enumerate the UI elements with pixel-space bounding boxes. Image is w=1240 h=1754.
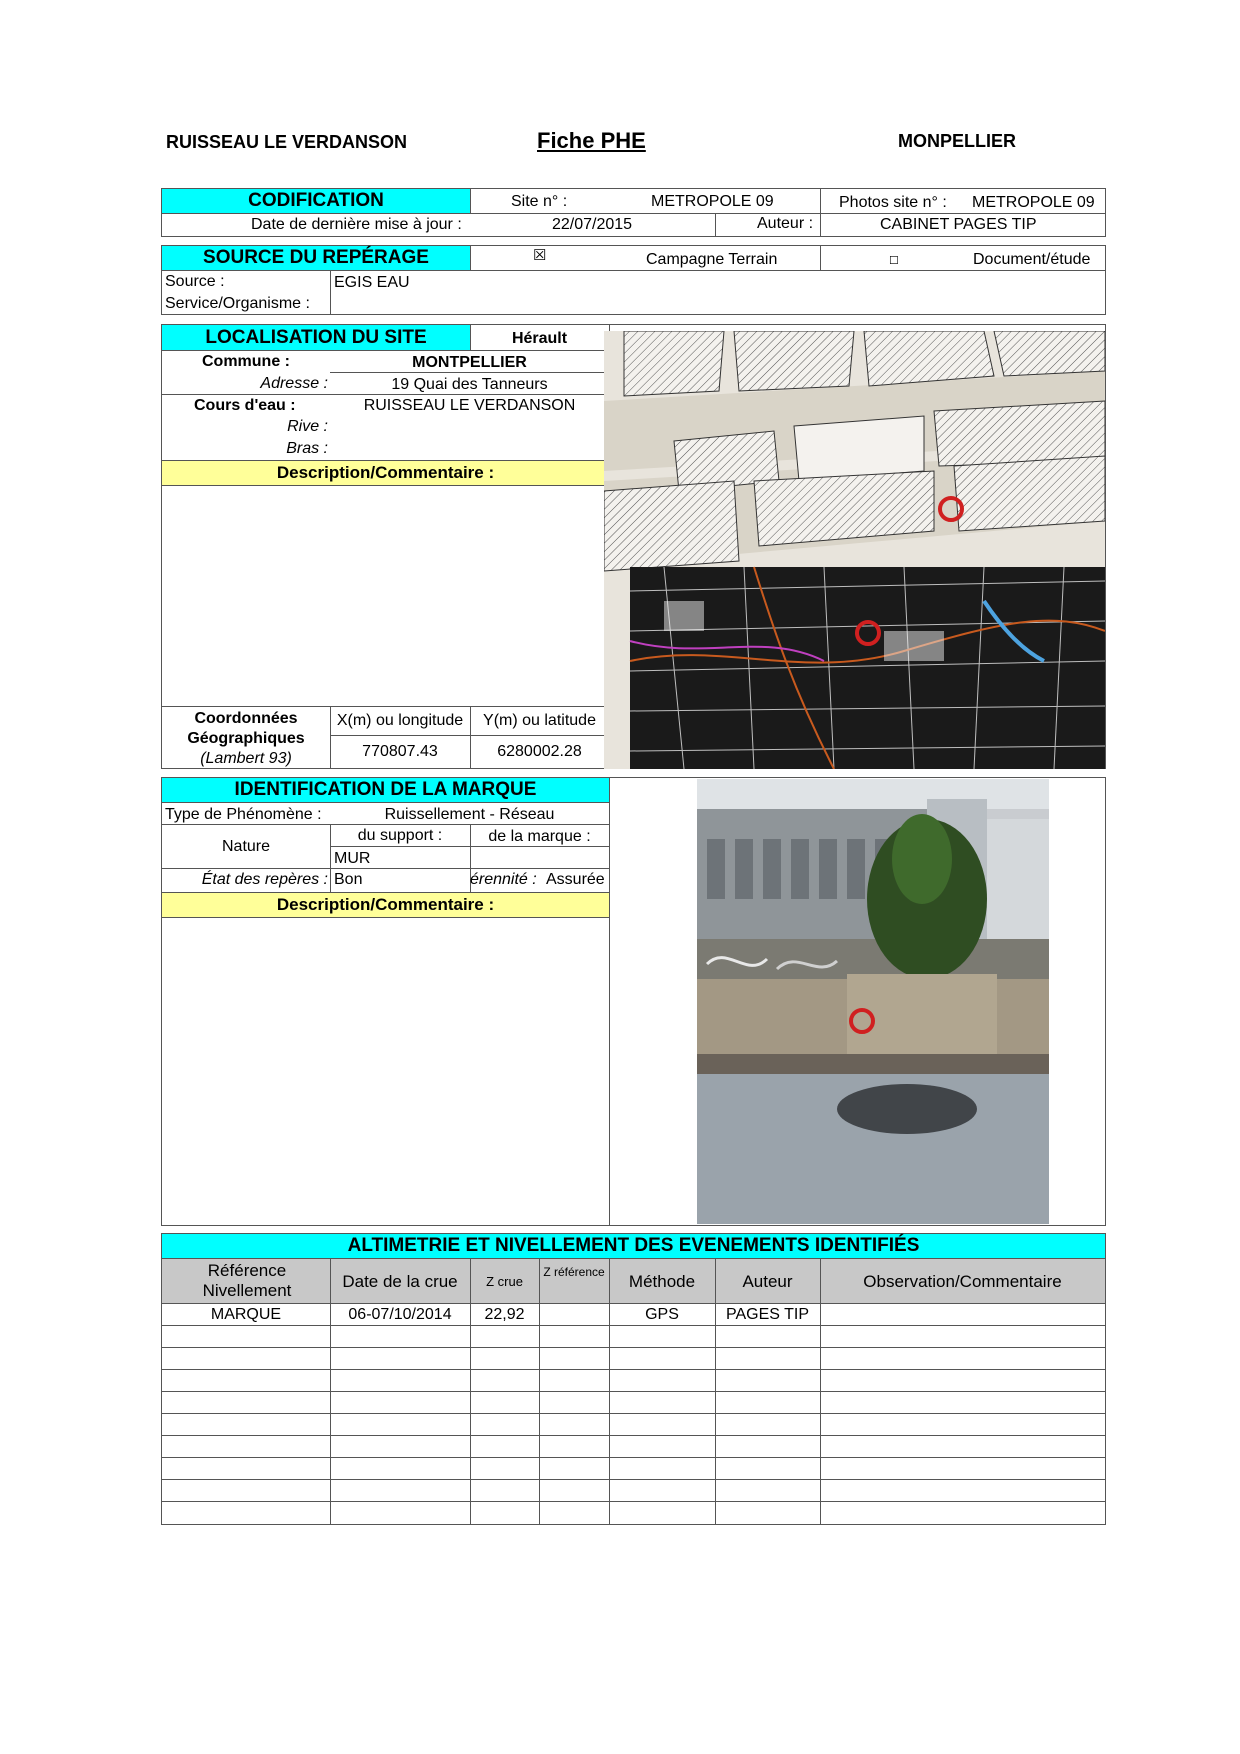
altimetrie-title: ALTIMETRIE ET NIVELLEMENT DES EVENEMENTS IDENTIFIÉS [347,1235,920,1256]
location-marker-bottom [855,620,881,646]
cell-methode: GPS [645,1306,679,1323]
source-label: Source : [165,273,225,290]
support-label: du support : [357,827,443,844]
auteur-label: Auteur : [757,215,814,232]
type-label: Type de Phénomène : [165,806,322,823]
flood-mark-marker [849,1008,875,1034]
type-value: Ruissellement - Réseau [384,806,555,823]
header-zreference: Z référence [543,1265,605,1279]
nature-label: Nature [221,838,271,855]
auteur-value: CABINET PAGES TIP [880,216,1037,233]
x-value: 770807.43 [362,743,438,760]
header-zcrue: Z crue [486,1274,523,1289]
header-auteur: Auteur [742,1272,793,1291]
identification-desc-label: Description/Commentaire : [276,895,495,914]
cours-label: Cours d'eau : [194,397,296,414]
header-methode: Méthode [628,1272,696,1291]
bras-label: Bras : [286,440,328,457]
y-value: 6280002.28 [497,743,582,760]
header-left: RUISSEAU LE VERDANSON [166,132,408,152]
document-checkbox[interactable]: ☐ [889,255,899,267]
campagne-checkbox[interactable]: ☒ [533,247,547,264]
header-reference: Référence Nivellement [202,1261,292,1300]
cell-zcrue: 22,92 [484,1306,525,1323]
page-title: Fiche PHE [537,128,646,153]
rive-label: Rive : [287,418,328,435]
coord-label-1: Coordonnées [194,710,298,727]
y-label: Y(m) ou latitude [483,712,596,729]
cell-auteur: PAGES TIP [726,1306,809,1323]
site-photo [697,779,1049,1224]
departement-value: Hérault [511,330,568,347]
adresse-label: Adresse : [260,375,328,392]
source-title: SOURCE DU REPÉRAGE [203,247,429,268]
adresse-value: 19 Quai des Tanneurs [391,376,548,393]
header-observation: Observation/Commentaire [863,1272,1062,1291]
coord-label-2: Géographiques [187,730,305,747]
site-label: Site n° : [511,193,568,210]
document-label: Document/étude [973,251,1091,268]
codification-title: CODIFICATION [248,190,384,211]
service-label: Service/Organisme : [165,295,310,312]
support-value: MUR [334,850,371,867]
date-label: Date de dernière mise à jour : [251,216,462,233]
coord-label-3: (Lambert 93) [200,750,292,767]
campagne-label: Campagne Terrain [646,251,778,268]
localisation-desc-label: Description/Commentaire : [276,463,495,482]
site-value: METROPOLE 09 [651,193,774,210]
cell-date: 06-07/10/2014 [348,1306,452,1323]
commune-label: Commune : [202,353,290,370]
marque-label: de la marque : [488,828,591,845]
photos-label: Photos site n° : [839,194,947,211]
service-value: EGIS EAU [334,274,410,291]
perennite-label: érennité : [470,871,537,888]
date-value: 22/07/2015 [552,216,633,233]
perennite-value: Assurée [546,871,605,888]
localisation-title: LOCALISATION DU SITE [205,327,427,348]
etat-label: État des repères : [201,871,328,888]
cell-reference: MARQUE [210,1306,282,1323]
cours-value: RUISSEAU LE VERDANSON [363,397,576,414]
header-date: Date de la crue [342,1272,458,1291]
x-label: X(m) ou longitude [336,712,464,729]
location-marker-top [938,496,964,522]
identification-title: IDENTIFICATION DE LA MARQUE [234,779,537,800]
etat-value: Bon [334,871,363,888]
cadastral-map [604,331,1105,769]
header-right: MONPELLIER [898,131,1017,151]
photos-value: METROPOLE 09 [972,194,1095,211]
commune-value: MONTPELLIER [412,354,527,371]
